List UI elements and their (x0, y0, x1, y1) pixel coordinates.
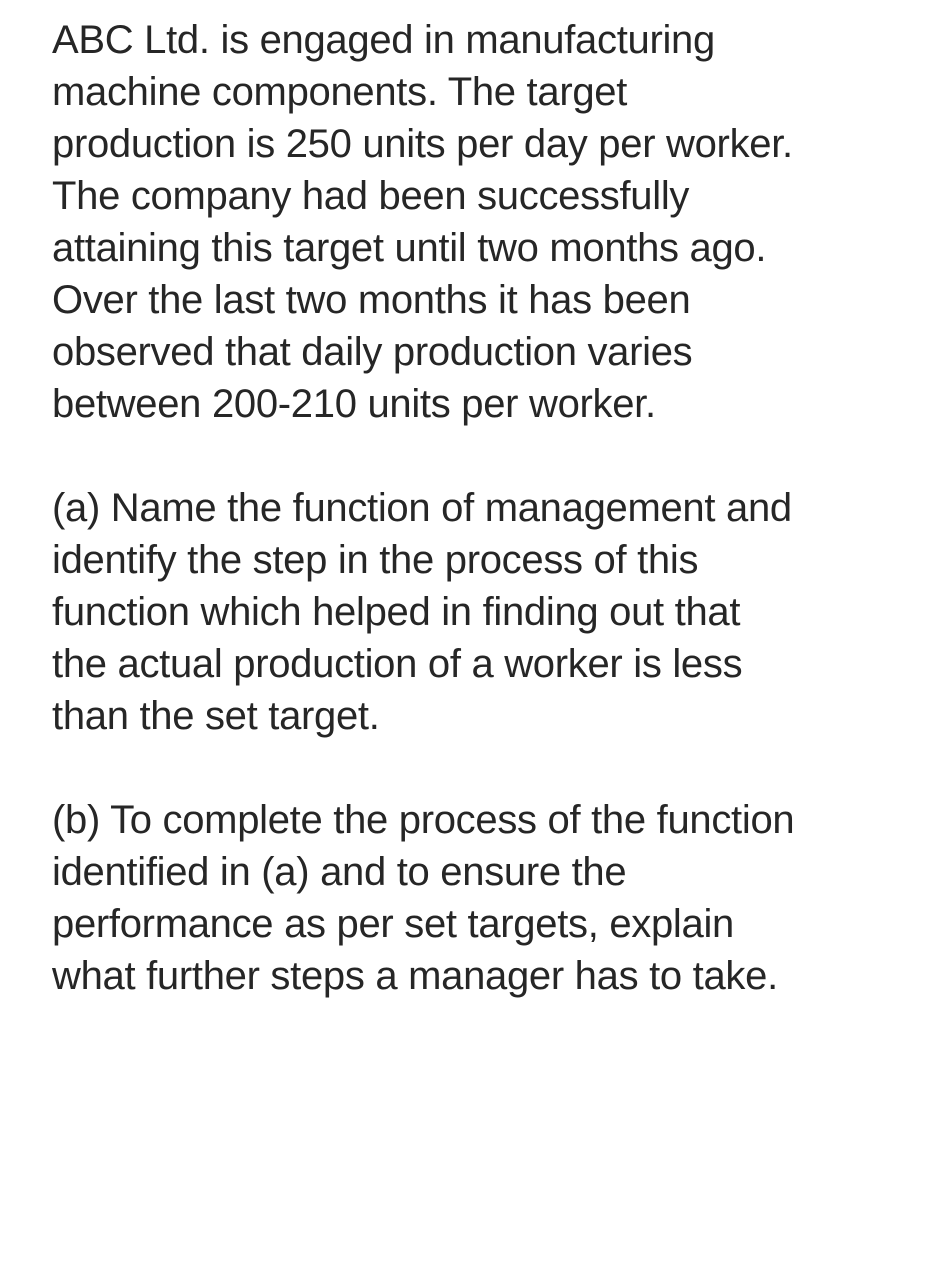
paragraph-spacer (52, 742, 912, 794)
text-line: identify the step in the process of this (52, 538, 699, 582)
document-body (52, 14, 912, 1002)
text-line: machine components. The target (52, 70, 628, 114)
text-line: between 200-210 units per worker. (52, 382, 656, 426)
text-line: (a) Name the function of management and (52, 486, 792, 530)
text-line: what further steps a manager has to take. (52, 954, 778, 998)
text-line: than the set target. (52, 694, 380, 738)
question-a (52, 482, 912, 742)
case-study-paragraph (52, 14, 912, 430)
text-line: identified in (a) and to ensure the (52, 850, 627, 894)
paragraph-spacer (52, 430, 912, 482)
text-line: attaining this target until two months ago. (52, 226, 767, 270)
text-line: function which helped in finding out that (52, 590, 741, 634)
text-line: the actual production of a worker is less (52, 642, 743, 686)
text-line: The company had been successfully (52, 174, 690, 218)
text-line: Over the last two months it has been (52, 278, 691, 322)
question-b (52, 794, 912, 1002)
text-line: (b) To complete the process of the function (52, 798, 795, 842)
text-line: performance as per set targets, explain (52, 902, 734, 946)
text-line: ABC Ltd. is engaged in manufacturing (52, 18, 715, 62)
text-line: observed that daily production varies (52, 330, 693, 374)
text-line: production is 250 units per day per worker. (52, 122, 793, 166)
